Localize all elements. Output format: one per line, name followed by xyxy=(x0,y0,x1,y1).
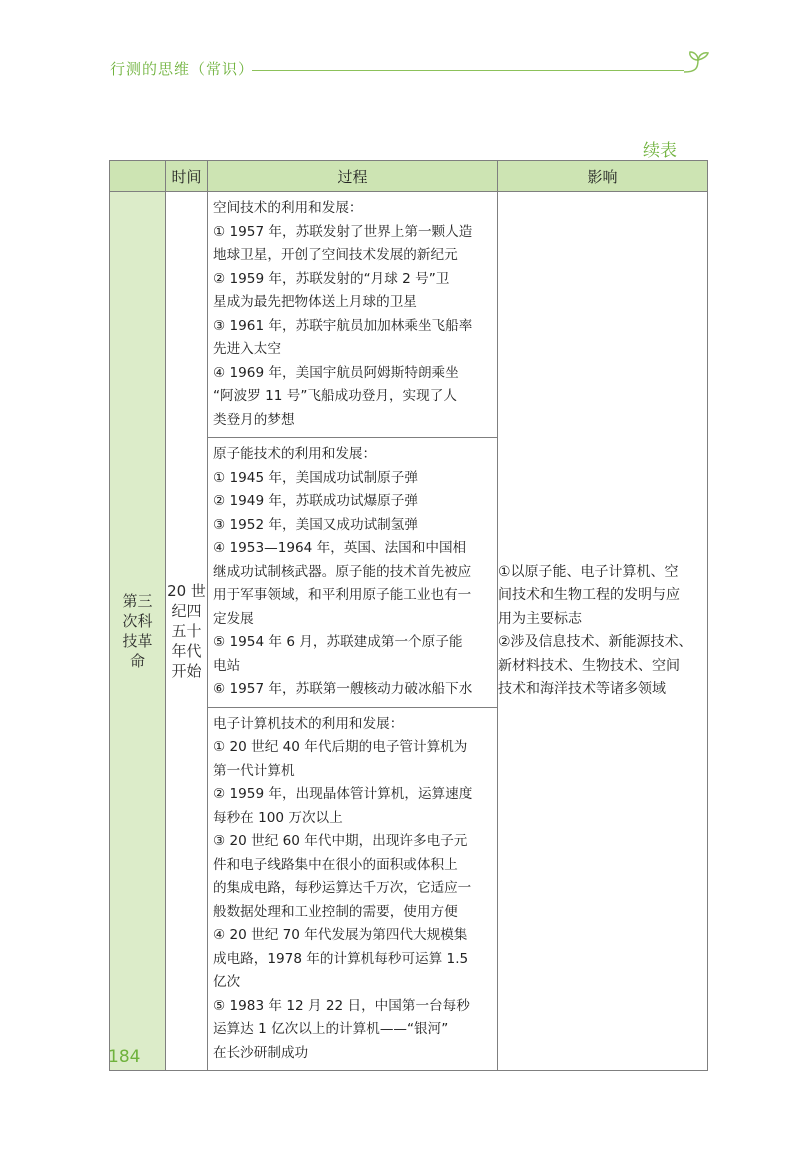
block-line: “阿波罗 11 号”飞船成功登月，实现了人 xyxy=(213,388,457,404)
block-line: ① 1945 年，美国成功试制原子弹 xyxy=(213,469,418,486)
block-line: 成电路，1978 年的计算机每秒可运算 1.5 xyxy=(213,950,469,967)
impact-line: 技术和海洋技术等诸多领域 xyxy=(498,681,666,697)
header-time: 时间 xyxy=(166,161,208,192)
block-line: 电站 xyxy=(213,657,241,674)
block-line: ① 20 世纪 40 年代后期的电子管计算机为 xyxy=(213,739,468,755)
time-line: 年代 xyxy=(171,642,202,660)
page-number: 184 xyxy=(108,1047,141,1067)
block-line: 继成功试制核武器。原子能的技术首先被应 xyxy=(213,563,472,580)
process-cell xyxy=(208,192,498,1071)
block-line: 用于军事领域，和平利用原子能工业也有一 xyxy=(213,587,472,603)
block-line: ② 1959 年，出现晶体管计算机，运算速度 xyxy=(213,786,473,802)
time-line: 20 世 xyxy=(167,582,206,600)
time-line: 纪四 xyxy=(171,602,202,620)
header-process: 过程 xyxy=(208,161,498,192)
category-line: 技革 xyxy=(122,632,153,650)
block-line: ④ 1953—1964 年，英国、法国和中国相 xyxy=(213,540,467,556)
block-line: ② 1959 年，苏联发射的“月球 2 号”卫 xyxy=(213,270,450,287)
header-impact: 影响 xyxy=(498,161,708,192)
block-line: 在长沙研制成功 xyxy=(213,1044,309,1061)
block-line: ③ 1961 年，苏联宇航员加加林乘坐飞船率 xyxy=(213,317,473,334)
block-line: ⑤ 1983 年 12 月 22 日，中国第一台每秒 xyxy=(213,997,470,1014)
block-line: ③ 20 世纪 60 年代中期，出现许多电子元 xyxy=(213,833,468,849)
block-line: ④ 1969 年，美国宇航员阿姆斯特朗乘坐 xyxy=(213,364,459,381)
block-line: ⑥ 1957 年，苏联第一艘核动力破冰船下水 xyxy=(213,681,473,697)
header-category xyxy=(110,161,166,192)
block-line: 空间技术的利用和发展： xyxy=(213,200,363,216)
block-line: 第一代计算机 xyxy=(213,762,295,779)
block-line: 的集成电路，每秒运算达千万次，它适应一 xyxy=(213,880,472,896)
time-cell xyxy=(166,192,208,1071)
impact-line: 间技术和生物工程的发明与应 xyxy=(498,587,680,603)
sprout-icon xyxy=(680,50,712,80)
header-rule xyxy=(252,70,684,71)
impact-line: 新材料技术、生物技术、空间 xyxy=(498,657,680,674)
block-line: 地球卫星，开创了空间技术发展的新纪元 xyxy=(213,247,458,263)
block-line: ① 1957 年，苏联发射了世界上第一颗人造 xyxy=(213,223,473,240)
block-line: 运算达 1 亿次以上的计算机——“银河” xyxy=(213,1021,449,1037)
block-line: 定发展 xyxy=(213,610,254,627)
category-line: 命 xyxy=(129,652,145,670)
header-title: 行测的思维（常识） xyxy=(110,60,255,78)
continued-label: 续表 xyxy=(643,141,677,161)
block-line: ③ 1952 年，美国又成功试制氢弹 xyxy=(213,516,418,533)
block-line: 先进入太空 xyxy=(213,341,281,357)
time-line: 五十 xyxy=(171,622,202,640)
page-header xyxy=(110,58,710,88)
block-line: ② 1949 年，苏联成功试爆原子弹 xyxy=(213,493,418,509)
block-line: 亿次 xyxy=(213,974,241,990)
block-line: 每秒在 100 万次以上 xyxy=(213,809,343,826)
table-row xyxy=(110,192,708,1071)
impact-line: 用为主要标志 xyxy=(498,610,582,627)
impact-line: ②涉及信息技术、新能源技术、 xyxy=(498,634,693,650)
history-table xyxy=(109,160,708,1071)
impact-cell xyxy=(498,192,708,1071)
block-line: ④ 20 世纪 70 年代发展为第四代大规模集 xyxy=(213,927,468,943)
block-line: 件和电子线路集中在很小的面积或体积上 xyxy=(213,856,458,873)
category-line: 次科 xyxy=(122,612,153,630)
block-line: 般数据处理和工业控制的需要，使用方便 xyxy=(213,903,458,920)
computer-tech-block xyxy=(208,708,497,1071)
atomic-energy-block xyxy=(208,438,497,708)
category-cell xyxy=(110,192,166,1071)
space-tech-block xyxy=(208,192,497,438)
block-line: 类登月的梦想 xyxy=(213,411,295,428)
impact-line: ①以原子能、电子计算机、空 xyxy=(498,563,679,580)
category-line: 第三 xyxy=(122,592,153,610)
block-line: 电子计算机技术的利用和发展： xyxy=(213,715,404,732)
block-line: ⑤ 1954 年 6 月，苏联建成第一个原子能 xyxy=(213,634,463,650)
block-line: 原子能技术的利用和发展： xyxy=(213,446,377,462)
time-line: 开始 xyxy=(171,662,202,680)
block-line: 星成为最先把物体送上月球的卫星 xyxy=(213,294,417,310)
table-header-row xyxy=(110,161,708,192)
